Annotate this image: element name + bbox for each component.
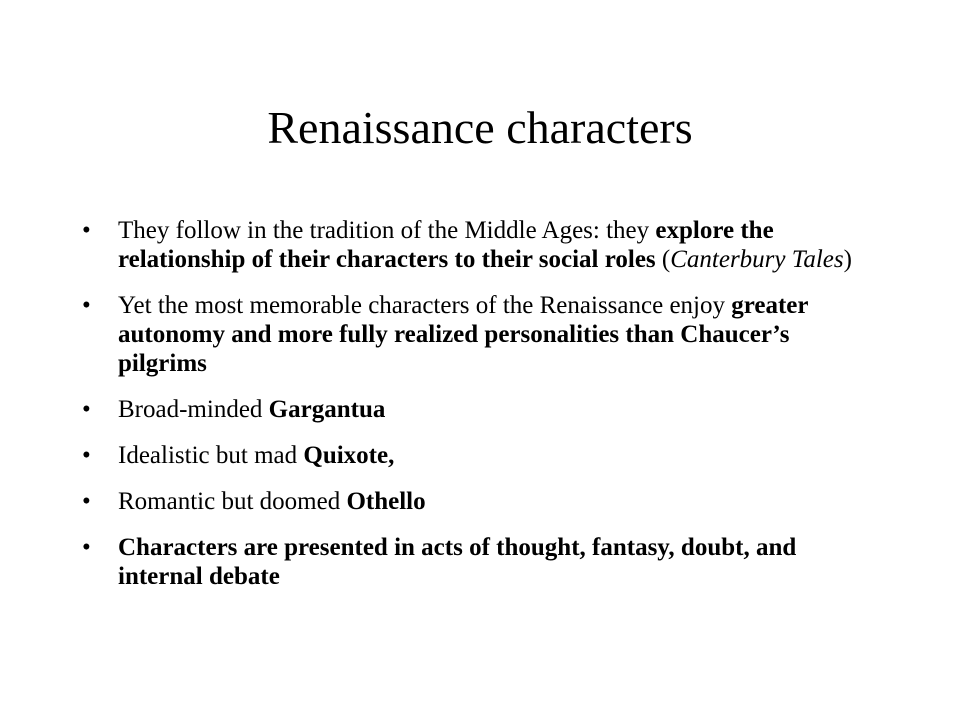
text-segment: ) (843, 246, 852, 273)
bullet-item (82, 533, 862, 591)
text-segment: They follow in the tradition of the Middle Ages: they (118, 217, 656, 244)
text-segment-bold: greater autonomy and more fully realized personalities than Chaucer’s pilgrims (118, 292, 809, 377)
bullet-text (118, 217, 852, 273)
bullet-text (118, 396, 385, 423)
slide-title: Renaissance characters (267, 102, 693, 153)
bullet-text (118, 292, 808, 377)
bullet-icon: • (82, 396, 91, 423)
bullet-item (82, 395, 862, 424)
text-segment: Broad-minded (118, 396, 269, 423)
bullet-icon: • (82, 442, 91, 469)
text-segment-italic: Canterbury Tales (670, 246, 844, 273)
text-segment: Idealistic but mad (118, 442, 304, 469)
bullet-text (118, 488, 426, 515)
bullet-icon: • (82, 217, 91, 244)
text-segment-bold: explore the relationship of their characters to their social roles (118, 217, 774, 273)
text-segment-bold: Gargantua (268, 396, 386, 423)
text-segment: Yet the most memorable characters of the Renaissance enjoy (118, 292, 732, 319)
bullet-icon: • (82, 292, 91, 319)
bullet-icon: • (82, 534, 91, 561)
bullet-text (118, 534, 796, 590)
bullet-item (82, 441, 862, 470)
text-segment: Romantic but doomed (118, 488, 347, 515)
text-segment-bold: Characters are presented in acts of thought, fantasy, doubt, and internal debate (118, 534, 797, 590)
bullet-list (82, 216, 862, 608)
text-segment: ( (655, 246, 671, 273)
bullet-item (82, 487, 862, 516)
bullet-item (82, 291, 862, 378)
bullet-text (118, 442, 394, 469)
text-segment-bold: Quixote, (303, 442, 395, 469)
bullet-icon: • (82, 488, 91, 515)
bullet-item (82, 216, 862, 274)
text-segment-bold: Othello (346, 488, 426, 515)
